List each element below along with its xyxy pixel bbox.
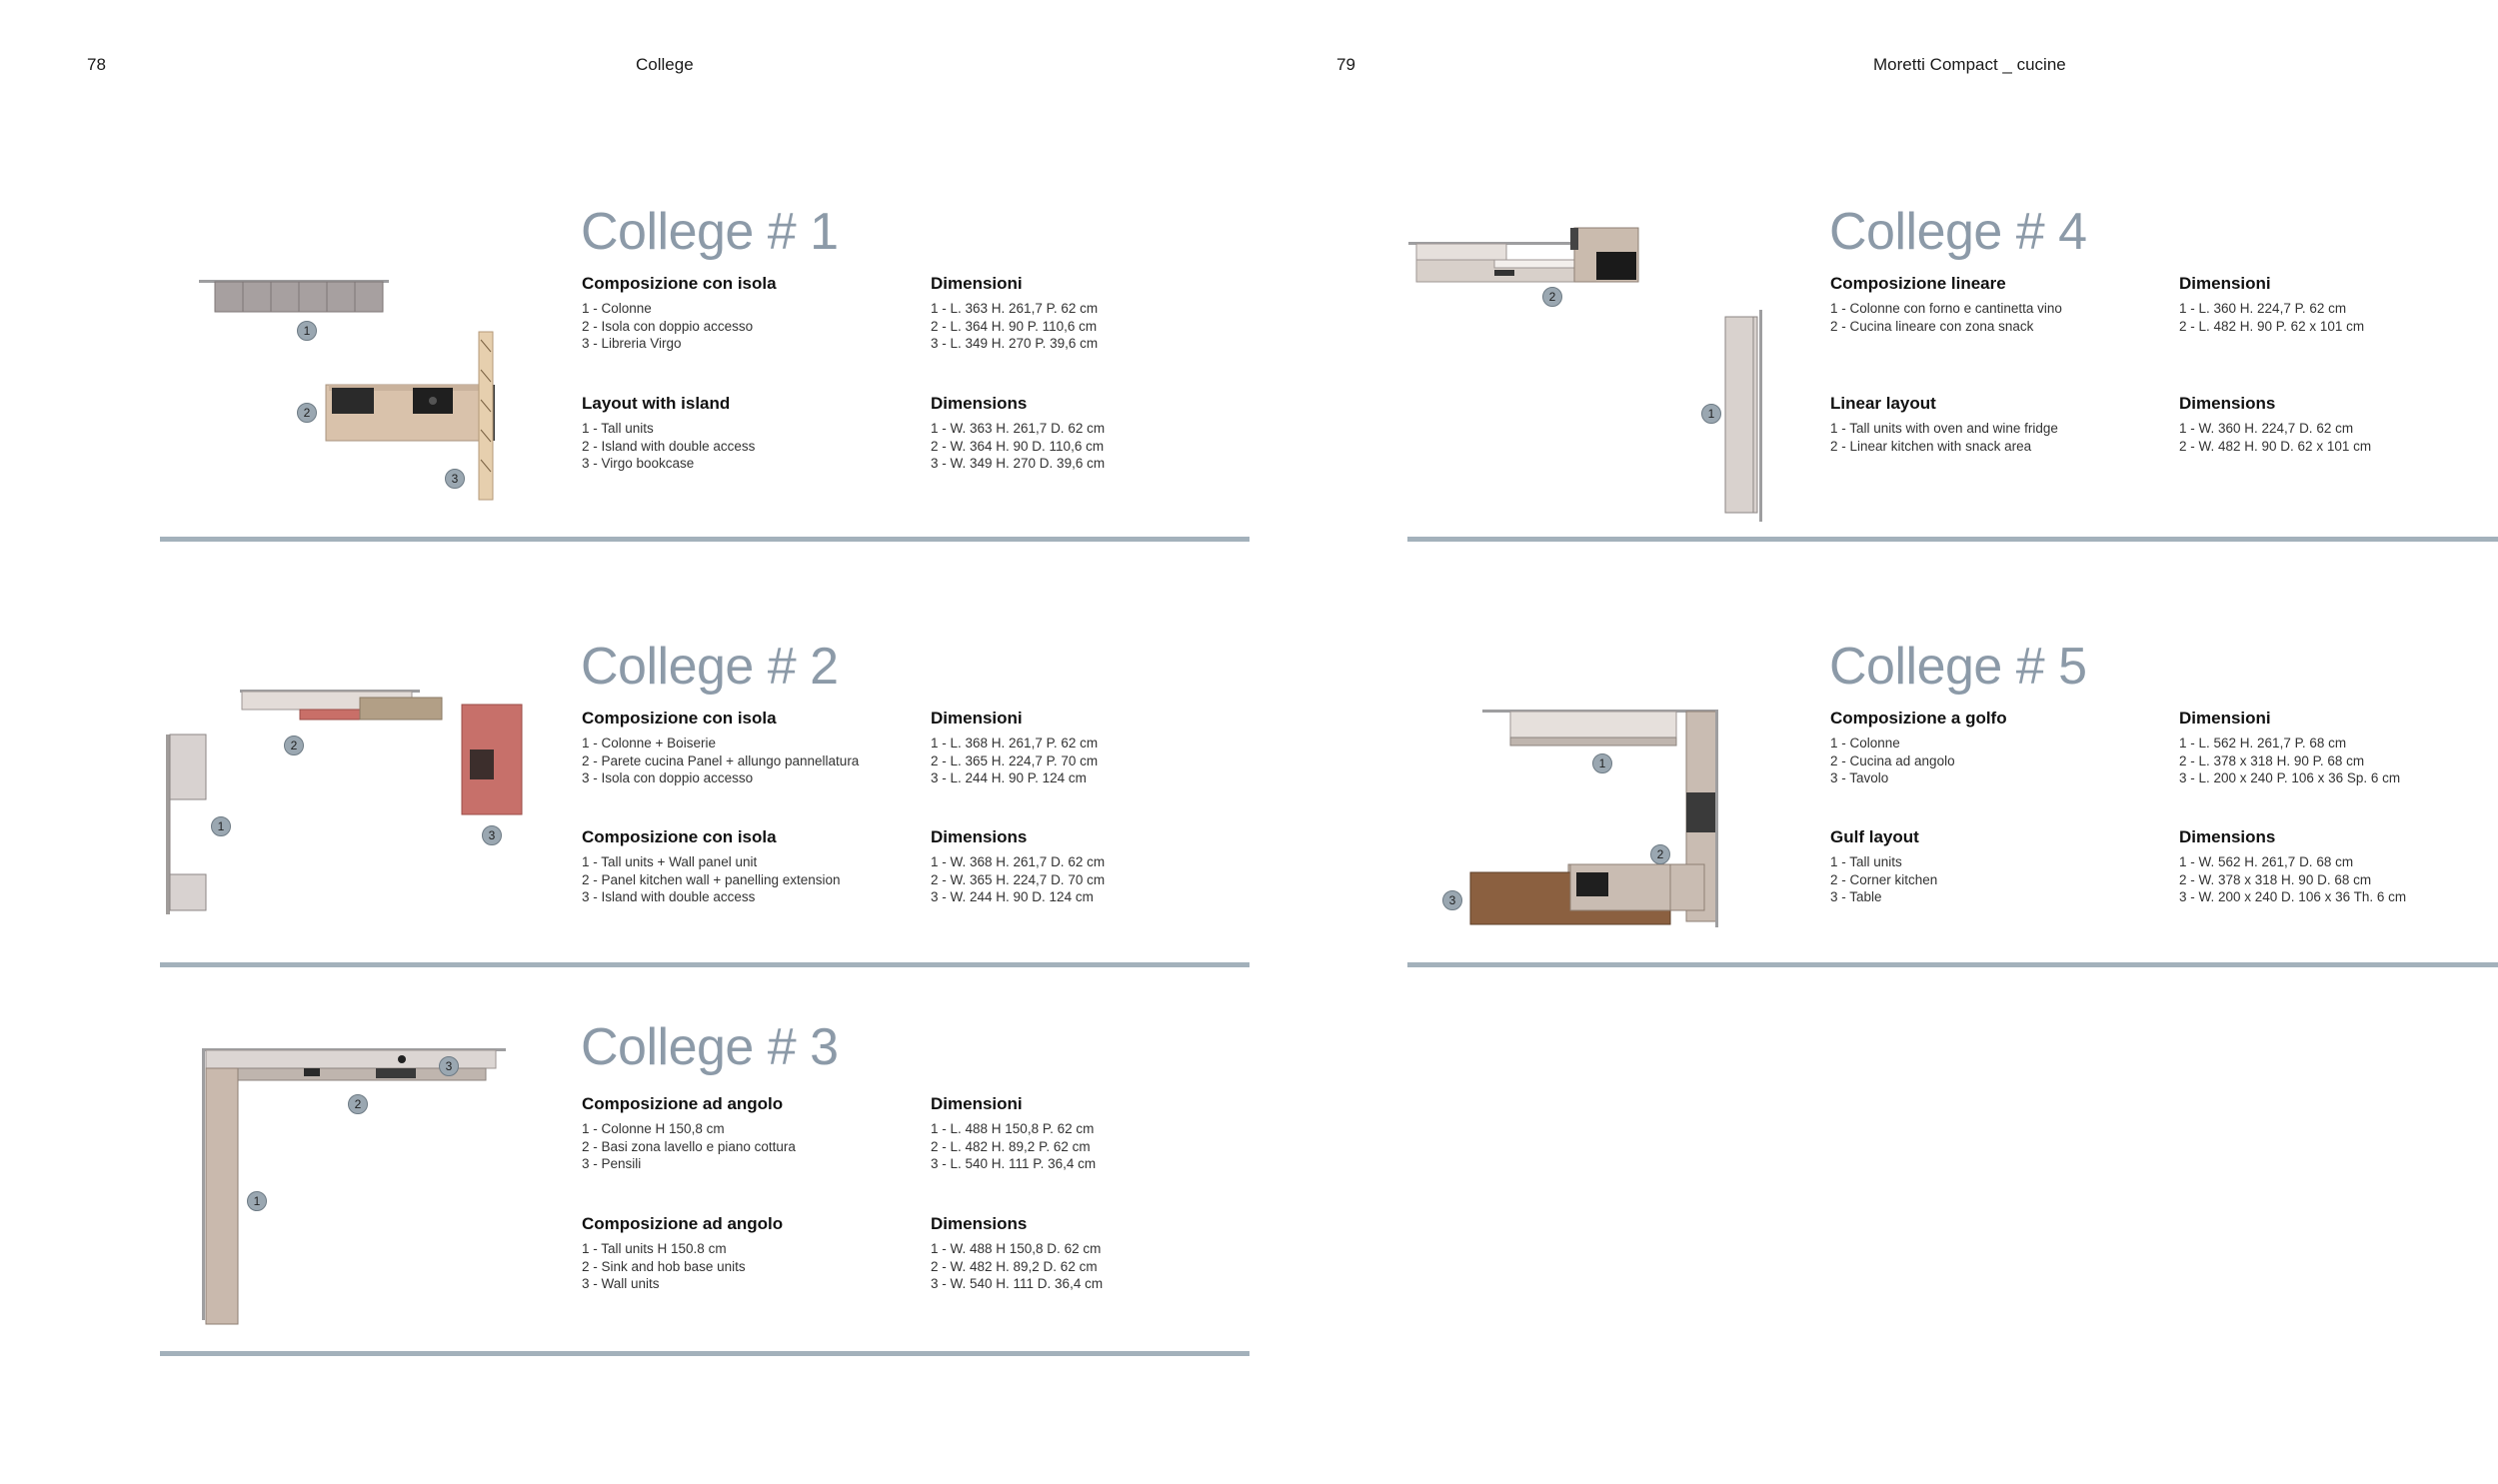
- callout-badge-2: 2: [348, 1094, 368, 1114]
- floorplan-college-1: [195, 270, 515, 510]
- dimension-item: 1 - W. 562 H. 261,7 D. 68 cm: [2179, 854, 2354, 869]
- composition-heading: Composizione con isola: [582, 274, 777, 293]
- dimension-item: 1 - L. 368 H. 261,7 P. 62 cm: [931, 736, 1099, 750]
- section-divider: [160, 1351, 1249, 1356]
- dimensions-heading: Dimensions: [2179, 394, 2276, 413]
- composition-item: 1 - Tall units H 150.8 cm: [582, 1241, 727, 1256]
- dimension-item: 2 - L. 364 H. 90 P. 110,6 cm: [931, 318, 1098, 334]
- dimension-item: 3 - W. 540 H. 111 D. 36,4 cm: [931, 1276, 1104, 1291]
- italian-dimensions: [2179, 709, 2498, 787]
- callout-badge-3: 3: [439, 1056, 459, 1076]
- dimension-item: 2 - W. 364 H. 90 D. 110,6 cm: [931, 438, 1105, 454]
- dimension-item: 1 - L. 360 H. 224,7 P. 62 cm: [2179, 301, 2347, 316]
- english-dimensions: [2179, 394, 2498, 455]
- dimension-item: 1 - L. 363 H. 261,7 P. 62 cm: [931, 301, 1099, 316]
- composition-item: 1 - Tall units + Wall panel unit: [582, 854, 758, 869]
- dimension-item: 2 - L. 365 H. 224,7 P. 70 cm: [931, 752, 1099, 768]
- english-composition: [1830, 394, 2170, 455]
- callout-badge-3: 3: [1442, 890, 1462, 910]
- section-divider: [1407, 962, 2498, 967]
- page-number-right: 79: [1336, 55, 1355, 74]
- italian-dimensions: [2179, 274, 2498, 335]
- dimension-item: 1 - W. 363 H. 261,7 D. 62 cm: [931, 421, 1106, 436]
- layout-title: College # 4: [1829, 203, 2087, 261]
- composition-heading: Composizione ad angolo: [582, 1094, 784, 1113]
- dimension-item: 3 - W. 244 H. 90 D. 124 cm: [931, 889, 1094, 904]
- callout-badge-2: 2: [1650, 844, 1670, 864]
- english-dimensions: [931, 394, 1270, 473]
- composition-item: 2 - Cucina ad angolo: [1830, 752, 1955, 768]
- page-header-left: College: [636, 55, 694, 74]
- italian-composition: [582, 709, 922, 787]
- dimension-item: 1 - W. 488 H 150,8 D. 62 cm: [931, 1241, 1102, 1256]
- layout-title: College # 2: [581, 638, 839, 696]
- dimensions-heading: Dimensioni: [2179, 274, 2271, 293]
- dimensions-heading: Dimensions: [2179, 827, 2276, 846]
- composition-item: 1 - Colonne: [1830, 736, 1900, 750]
- composition-item: 1 - Tall units: [1830, 854, 1902, 869]
- composition-item: 2 - Panel kitchen wall + panelling extension: [582, 871, 841, 887]
- dimensions-heading: Dimensioni: [2179, 709, 2271, 728]
- dimension-item: 3 - W. 200 x 240 D. 106 x 36 Th. 6 cm: [2179, 889, 2407, 904]
- layout-title: College # 3: [581, 1018, 839, 1076]
- callout-badge-1: 1: [1701, 404, 1721, 424]
- english-dimensions: [931, 827, 1270, 906]
- floorplan-college-3: [200, 1044, 520, 1324]
- dimension-item: 1 - L. 488 H 150,8 P. 62 cm: [931, 1121, 1095, 1136]
- dimension-item: 2 - W. 482 H. 90 D. 62 x 101 cm: [2179, 438, 2372, 454]
- callout-badge-3: 3: [445, 469, 465, 489]
- composition-item: 2 - Parete cucina Panel + allungo pannellatura: [582, 752, 860, 768]
- composition-item: 2 - Basi zona lavello e piano cottura: [582, 1138, 796, 1154]
- composition-item: 1 - Colonne: [582, 301, 652, 316]
- italian-dimensions: [931, 709, 1270, 787]
- floorplan-college-5: [1464, 705, 1729, 929]
- italian-composition: [582, 1094, 922, 1173]
- callout-badge-3: 3: [482, 825, 502, 845]
- composition-heading: Composizione ad angolo: [582, 1214, 784, 1233]
- composition-item: 1 - Tall units: [582, 421, 654, 436]
- callout-badge-1: 1: [297, 321, 317, 341]
- composition-item: 1 - Colonne H 150,8 cm: [582, 1121, 725, 1136]
- dimensions-heading: Dimensions: [931, 827, 1028, 846]
- dimension-item: 3 - L. 540 H. 111 P. 36,4 cm: [931, 1156, 1097, 1171]
- floorplan-college-4-columns: [1719, 305, 1769, 525]
- english-dimensions: [2179, 827, 2498, 906]
- composition-item: 3 - Libreria Virgo: [582, 336, 682, 351]
- dimensions-heading: Dimensioni: [931, 274, 1023, 293]
- composition-heading: Layout with island: [582, 394, 731, 413]
- callout-badge-2: 2: [284, 736, 304, 755]
- dimension-item: 1 - W. 360 H. 224,7 D. 62 cm: [2179, 421, 2354, 436]
- italian-dimensions: [931, 1094, 1270, 1173]
- composition-item: 3 - Tavolo: [1830, 770, 1889, 785]
- composition-heading: Composizione con isola: [582, 709, 777, 728]
- english-dimensions: [931, 1214, 1270, 1293]
- composition-item: 2 - Linear kitchen with snack area: [1830, 438, 2032, 454]
- dimension-item: 3 - W. 349 H. 270 D. 39,6 cm: [931, 456, 1106, 471]
- composition-item: 2 - Corner kitchen: [1830, 871, 1938, 887]
- italian-dimensions: [931, 274, 1270, 353]
- composition-heading: Composizione a golfo: [1830, 709, 2007, 728]
- dimension-item: 3 - L. 244 H. 90 P. 124 cm: [931, 770, 1087, 785]
- composition-heading: Composizione lineare: [1830, 274, 2006, 293]
- composition-item: 1 - Tall units with oven and wine fridge: [1830, 421, 2058, 436]
- dimension-item: 3 - L. 200 x 240 P. 106 x 36 Sp. 6 cm: [2179, 770, 2401, 785]
- dimension-item: 1 - W. 368 H. 261,7 D. 62 cm: [931, 854, 1106, 869]
- dimension-item: 2 - L. 482 H. 90 P. 62 x 101 cm: [2179, 318, 2365, 334]
- composition-item: 3 - Pensili: [582, 1156, 642, 1171]
- composition-item: 2 - Cucina lineare con zona snack: [1830, 318, 2034, 334]
- dimension-item: 2 - L. 378 x 318 H. 90 P. 68 cm: [2179, 752, 2365, 768]
- composition-heading: Linear layout: [1830, 394, 1936, 413]
- dimension-item: 2 - W. 378 x 318 H. 90 D. 68 cm: [2179, 871, 2372, 887]
- layout-title: College # 1: [581, 203, 839, 261]
- dimension-item: 2 - W. 482 H. 89,2 D. 62 cm: [931, 1258, 1098, 1274]
- callout-badge-1: 1: [1592, 753, 1612, 773]
- composition-item: 1 - Colonne con forno e cantinetta vino: [1830, 301, 2062, 316]
- composition-item: 3 - Wall units: [582, 1276, 660, 1291]
- dimension-item: 1 - L. 562 H. 261,7 P. 68 cm: [2179, 736, 2347, 750]
- dimensions-heading: Dimensions: [931, 394, 1028, 413]
- section-divider: [160, 962, 1249, 967]
- composition-item: 1 - Colonne + Boiserie: [582, 736, 716, 750]
- composition-item: 3 - Virgo bookcase: [582, 456, 695, 471]
- floorplan-college-2: [160, 685, 540, 924]
- composition-heading: Composizione con isola: [582, 827, 777, 846]
- english-composition: [582, 827, 922, 906]
- page-number-left: 78: [87, 55, 106, 74]
- dimensions-heading: Dimensioni: [931, 1094, 1023, 1113]
- composition-item: 3 - Isola con doppio accesso: [582, 770, 754, 785]
- dimensions-heading: Dimensioni: [931, 709, 1023, 728]
- composition-heading: Gulf layout: [1830, 827, 1919, 846]
- composition-item: 2 - Island with double access: [582, 438, 756, 454]
- callout-badge-2: 2: [297, 403, 317, 423]
- english-composition: [582, 394, 922, 473]
- dimensions-heading: Dimensions: [931, 1214, 1028, 1233]
- callout-badge-1: 1: [211, 816, 231, 836]
- italian-composition: [582, 274, 922, 353]
- italian-composition: [1830, 274, 2170, 335]
- callout-badge-1: 1: [247, 1191, 267, 1211]
- page-header-right: Moretti Compact _ cucine: [1873, 55, 2066, 74]
- composition-item: 3 - Table: [1830, 889, 1882, 904]
- english-composition: [1830, 827, 2170, 906]
- composition-item: 3 - Island with double access: [582, 889, 756, 904]
- composition-item: 2 - Isola con doppio accesso: [582, 318, 754, 334]
- dimension-item: 2 - W. 365 H. 224,7 D. 70 cm: [931, 871, 1106, 887]
- callout-badge-2: 2: [1542, 287, 1562, 307]
- italian-composition: [1830, 709, 2170, 787]
- english-composition: [582, 1214, 922, 1293]
- section-divider: [160, 537, 1249, 542]
- dimension-item: 3 - L. 349 H. 270 P. 39,6 cm: [931, 336, 1099, 351]
- dimension-item: 2 - L. 482 H. 89,2 P. 62 cm: [931, 1138, 1091, 1154]
- composition-item: 2 - Sink and hob base units: [582, 1258, 746, 1274]
- section-divider: [1407, 537, 2498, 542]
- layout-title: College # 5: [1829, 638, 2087, 696]
- floorplan-college-4: [1404, 222, 1704, 522]
